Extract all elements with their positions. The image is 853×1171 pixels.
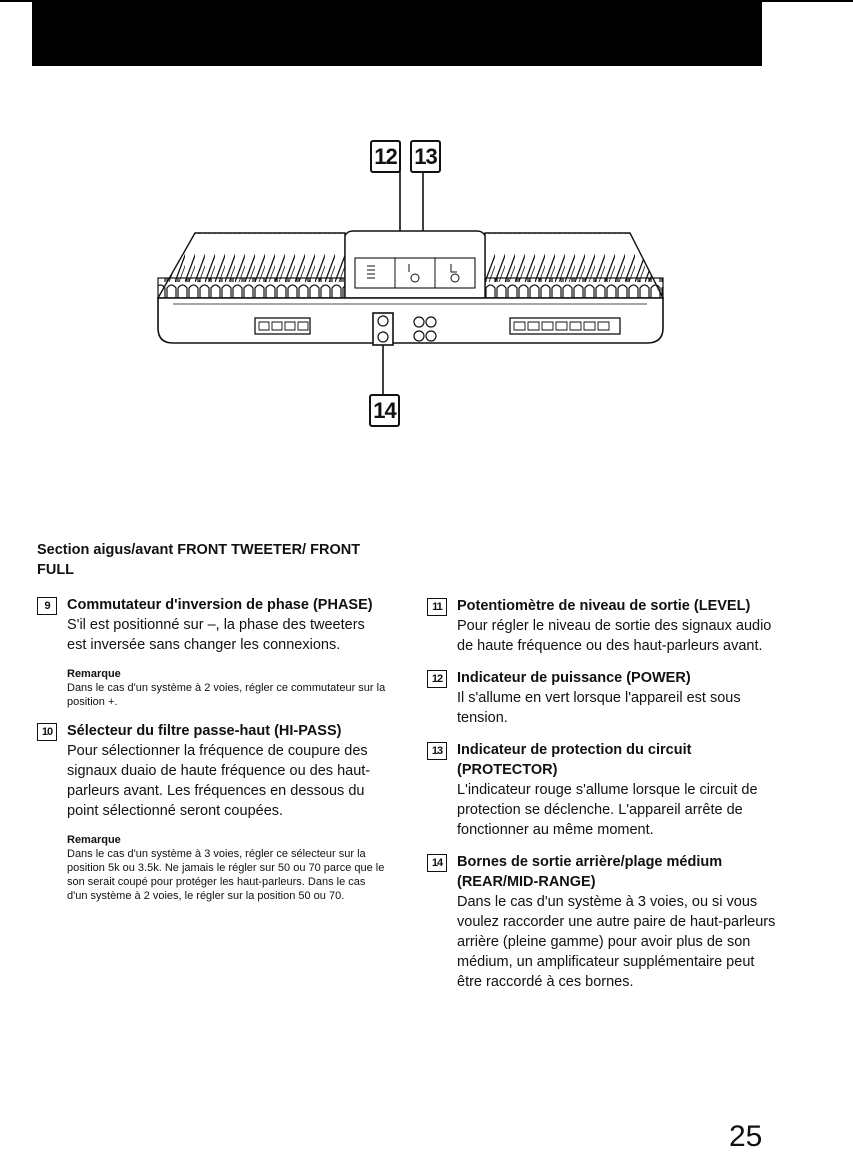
item-body: S'il est positionné sur –, la phase des tweeters est inversée sans changer les connexions. [67,617,365,653]
header-bar [32,0,762,66]
item-body: L'indicateur rouge s'allume lorsque le circuit de protection se déclenche. L'appareil arrête de fonctionner au même moment. [457,782,758,838]
item-title: Indicateur de protection du circuit (PROTECTOR) [457,742,692,778]
item-9 [37,595,387,655]
callout-13: 13 [410,140,441,173]
item-title: Indicateur de puissance (POWER) [457,670,691,686]
remark-title: Remarque [67,668,121,680]
item-13 [427,740,777,840]
item-14 [427,852,777,992]
section-heading: Section aigus/avant FRONT TWEETER/ FRONT FULL [37,542,361,578]
item-body: Dans le cas d'un système à 3 voies, ou si vous voulez raccorder une autre paire de haut-parleurs arrière (pleine gamme) pour avoir plus de son médium, un amplificateur supplémentaire peut être raccordé à ces bornes. [457,894,776,990]
item-number: 12 [427,670,447,688]
remark-1 [37,667,387,709]
remark-2 [37,833,387,903]
remark-body: Dans le cas d'un système à 2 voies, régler ce commutateur sur la position +. [67,682,386,708]
amplifier-drawing [155,138,665,438]
right-column [427,596,777,1004]
amplifier-illustration [155,138,665,438]
item-12 [427,668,777,728]
item-body: Pour sélectionner la fréquence de coupure des signaux duaio de haute fréquence ou des haut-parleurs avant. Les fréquences en dessous du point sélectionné seront coupées. [67,743,371,819]
item-11 [427,596,777,656]
remark-title: Remarque [67,834,121,846]
item-number: 14 [427,854,447,872]
item-title: Commutateur d'inversion de phase (PHASE) [67,597,373,613]
item-title: Potentiomètre de niveau de sortie (LEVEL) [457,598,751,614]
item-number: 13 [427,742,447,760]
remark-body: Dans le cas d'un système à 3 voies, régler ce sélecteur sur la position 5k ou 3.5k. Ne jamais le régler sur 50 ou 70 parce que le son serait coupé pour protéger les haut-parleurs. Dans le cas d'un système à 2 voies, le régler sur la position 50 ou 70. [67,848,385,902]
item-number: 11 [427,598,447,616]
item-body: Il s'allume en vert lorsque l'appareil est sous tension. [457,690,741,726]
page-number: 25 [729,1120,763,1153]
item-number: 10 [37,723,57,741]
left-column [37,595,387,915]
callout-14: 14 [369,394,400,427]
callout-12: 12 [370,140,401,173]
item-number: 9 [37,597,57,615]
item-title: Sélecteur du filtre passe-haut (HI-PASS) [67,723,342,739]
item-10 [37,721,387,821]
item-body: Pour régler le niveau de sortie des signaux audio de haute fréquence ou des haut-parleurs avant. [457,618,772,654]
item-title: Bornes de sortie arrière/plage médium (REAR/MID-RANGE) [457,854,723,890]
